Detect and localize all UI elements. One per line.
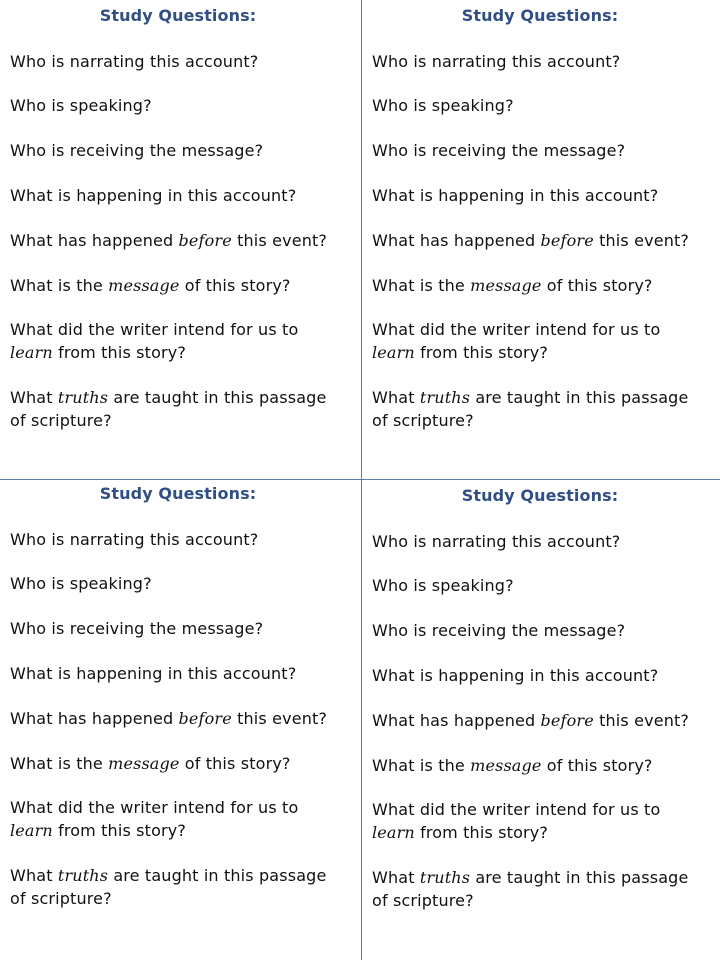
study-question (10, 229, 358, 252)
question-text: Who is narrating this account? (10, 530, 259, 549)
question-text: What has happened (372, 231, 541, 250)
question-text: What is the (372, 756, 471, 775)
emphasis-text: message (108, 754, 180, 773)
question-text: What did the writer intend for us to (372, 320, 661, 339)
question-text: are taught in this passage (470, 388, 689, 407)
study-question (10, 528, 358, 551)
question-text: this event? (593, 711, 690, 730)
question-text: are taught in this passage (108, 866, 327, 885)
vertical-divider (361, 0, 362, 960)
study-question (10, 707, 358, 730)
question-text: of scripture? (372, 891, 474, 910)
question-text: Who is narrating this account? (372, 52, 621, 71)
emphasis-text: message (470, 756, 542, 775)
horizontal-divider (0, 479, 720, 480)
question-text: What (10, 866, 58, 885)
question-text: What (372, 868, 420, 887)
question-text: Who is speaking? (10, 574, 152, 593)
emphasis-text: before (178, 231, 232, 250)
question-text: What (10, 388, 58, 407)
study-question (10, 50, 358, 73)
question-text: Who is narrating this account? (10, 52, 259, 71)
question-text: What is happening in this account? (10, 186, 297, 205)
study-question (372, 664, 720, 687)
emphasis-text: learn (10, 343, 53, 362)
question-text: What has happened (10, 231, 179, 250)
question-text: What is happening in this account? (10, 664, 297, 683)
study-question (372, 619, 720, 642)
study-question (372, 94, 720, 117)
study-question (372, 318, 720, 364)
emphasis-text: truths (419, 388, 471, 407)
question-text: Who is receiving the message? (372, 621, 626, 640)
question-text: this event? (231, 231, 328, 250)
emphasis-text: before (540, 231, 594, 250)
study-question (10, 752, 358, 775)
question-text: What has happened (10, 709, 179, 728)
emphasis-text: before (540, 711, 594, 730)
question-text: Who is receiving the message? (372, 141, 626, 160)
question-text: Who is speaking? (10, 96, 152, 115)
emphasis-text: message (470, 276, 542, 295)
question-text: What did the writer intend for us to (10, 798, 299, 817)
study-question (10, 617, 358, 640)
question-text: Who is speaking? (372, 576, 514, 595)
emphasis-text: truths (57, 866, 109, 885)
study-question (372, 754, 720, 777)
question-text: Who is narrating this account? (372, 532, 621, 551)
study-question (372, 530, 720, 553)
study-question (10, 139, 358, 162)
question-text: What is the (372, 276, 471, 295)
card-title: Study Questions: (99, 6, 257, 25)
study-question (372, 709, 720, 732)
emphasis-text: before (178, 709, 232, 728)
study-question (372, 274, 720, 297)
question-text: What is happening in this account? (372, 666, 659, 685)
question-text: this event? (231, 709, 328, 728)
study-question (10, 864, 358, 910)
emphasis-text: learn (372, 823, 415, 842)
emphasis-text: learn (10, 821, 53, 840)
study-question (372, 184, 720, 207)
question-text: of scripture? (10, 411, 112, 430)
emphasis-text: truths (57, 388, 109, 407)
study-question (10, 572, 358, 595)
question-text: Who is speaking? (372, 96, 514, 115)
card-title: Study Questions: (461, 486, 619, 505)
question-text: from this story? (52, 343, 187, 362)
study-question (10, 662, 358, 685)
study-question (372, 866, 720, 912)
question-text: Who is receiving the message? (10, 141, 264, 160)
question-text: of this story? (541, 756, 653, 775)
question-text: are taught in this passage (108, 388, 327, 407)
emphasis-text: message (108, 276, 180, 295)
card-title: Study Questions: (99, 484, 257, 503)
question-text: What did the writer intend for us to (10, 320, 299, 339)
question-text: from this story? (414, 823, 549, 842)
question-text: of this story? (541, 276, 653, 295)
question-text: of this story? (179, 754, 291, 773)
study-question (10, 94, 358, 117)
question-text: What did the writer intend for us to (372, 800, 661, 819)
study-question (10, 318, 358, 364)
emphasis-text: truths (419, 868, 471, 887)
study-question (372, 50, 720, 73)
question-text: What is happening in this account? (372, 186, 659, 205)
question-text: What is the (10, 754, 109, 773)
study-question (372, 229, 720, 252)
question-text: Who is receiving the message? (10, 619, 264, 638)
emphasis-text: learn (372, 343, 415, 362)
study-question (10, 184, 358, 207)
study-question (372, 139, 720, 162)
study-question (10, 386, 358, 432)
question-text: this event? (593, 231, 690, 250)
question-text: are taught in this passage (470, 868, 689, 887)
card-title: Study Questions: (461, 6, 619, 25)
question-text: from this story? (414, 343, 549, 362)
study-question (10, 796, 358, 842)
study-question (372, 386, 720, 432)
question-text: of this story? (179, 276, 291, 295)
study-question (372, 798, 720, 844)
study-question (372, 574, 720, 597)
question-text: What has happened (372, 711, 541, 730)
question-text: from this story? (52, 821, 187, 840)
question-text: What is the (10, 276, 109, 295)
study-question (10, 274, 358, 297)
question-text: of scripture? (372, 411, 474, 430)
question-text: What (372, 388, 420, 407)
question-text: of scripture? (10, 889, 112, 908)
